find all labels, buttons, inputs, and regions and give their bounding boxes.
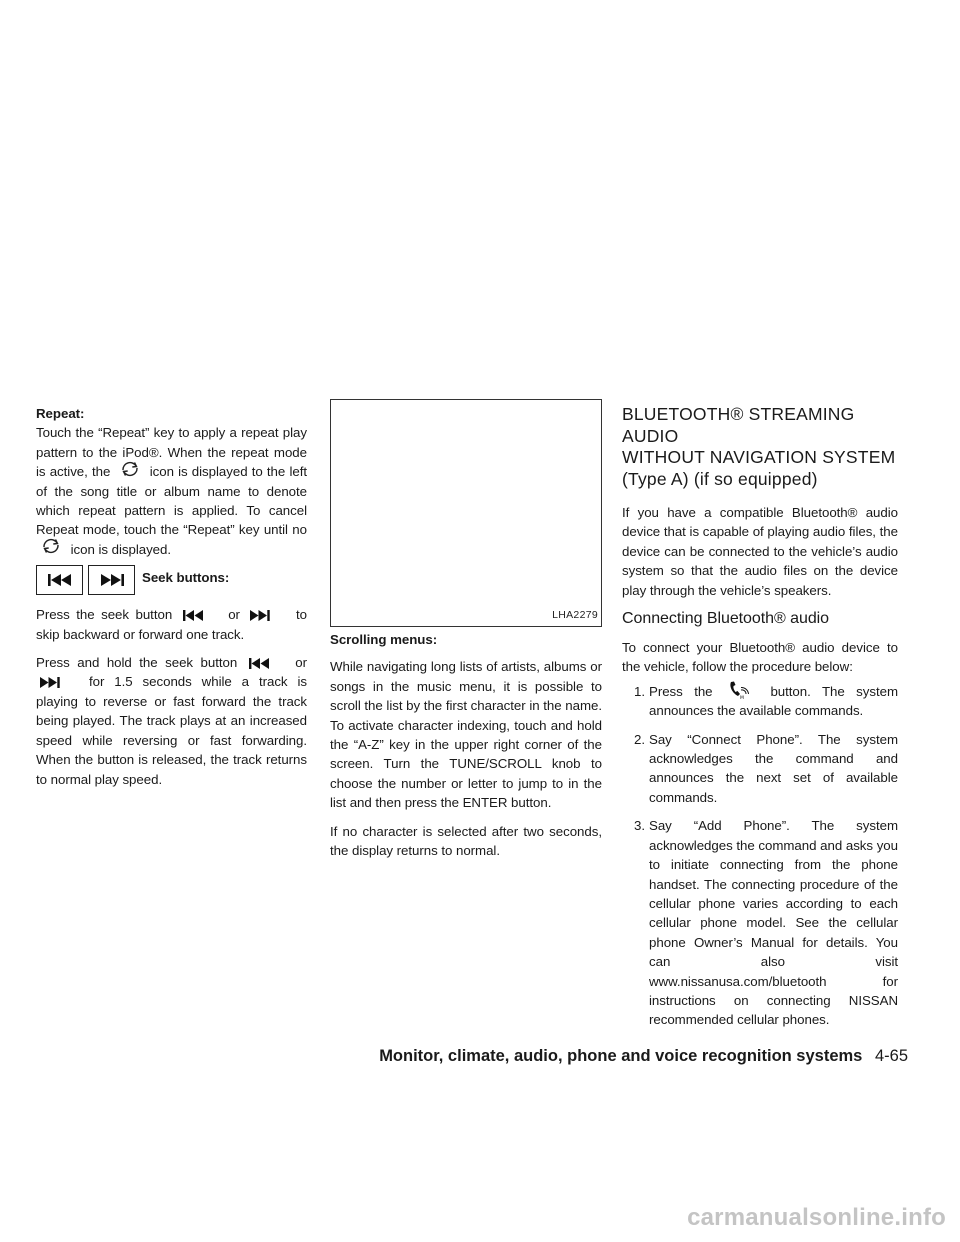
seek-text-1a: Press the seek button <box>36 607 173 623</box>
repeat-icon <box>38 535 64 557</box>
skip-forward-icon <box>98 573 126 587</box>
scrolling-heading: Scrolling menus: <box>330 632 438 647</box>
section-title-line-3: (Type A) (if so equipped) <box>622 468 818 489</box>
skip-back-icon <box>181 609 219 623</box>
seek-text-1b: to skip backward or forward one track. <box>36 607 307 642</box>
section-title-line-1: BLUETOOTH® STREAMING AUDIO <box>622 404 855 446</box>
step-1-post: button. The system announces the available commands. <box>649 683 898 719</box>
skip-forward-icon <box>38 676 76 690</box>
left-column <box>36 404 307 798</box>
repeat-text-1: Touch the “Repeat” key to apply a repeat play pattern to the iPod®. When the repeat mode is active, the <box>36 425 307 480</box>
skip-back-icon <box>46 573 74 587</box>
talk-phone-icon <box>726 678 756 700</box>
step-number: 1. <box>634 683 645 699</box>
step-text <box>649 682 898 721</box>
page-footer <box>379 1047 908 1066</box>
seek-or-2: or <box>295 655 307 671</box>
seek-or-1: or <box>228 607 240 623</box>
step-item <box>622 730 898 808</box>
seek-heading: Seek buttons: <box>142 569 230 585</box>
steps-list <box>622 682 898 1030</box>
skip-back-icon <box>247 657 285 671</box>
step-item <box>622 682 898 721</box>
step-text: Say “Connect Phone”. The system acknowledges the command and announces the next set of available commands. <box>649 731 898 805</box>
skip-forward-icon <box>248 609 286 623</box>
step-text: Say “Add Phone”. The system acknowledges the command and asks you to initiate connecting from the phone handset. The connecting procedure of the cellular phone varies according to each cellular phone model. See the cellular phone Owner’s Manual for details. You can also visit www.nissanusa.com/bluetooth for instructions on connecting NISSAN recommended cellular phones. <box>649 818 898 1028</box>
watermark: carmanualsonline.info <box>687 1204 946 1231</box>
footer-title: Monitor, climate, audio, phone and voice recognition systems <box>379 1047 863 1065</box>
scrolling-paragraph-1: While navigating long lists of artists, albums or songs in the music menu, it is possible to scroll the list by the first character in the name. To activate character indexing, touch and hold the “A-Z” key in the upper right corner of the screen. Turn the TUNE/SCROLL knob to choose the number or letter to jump to in the list and then press the ENTER button. <box>330 659 602 811</box>
right-column <box>622 404 898 1039</box>
seek-paragraph-2 <box>36 653 307 789</box>
scrolling-paragraph-2: If no character is selected after two seconds, the display returns to normal. <box>330 823 602 859</box>
repeat-heading: Repeat: <box>36 406 85 421</box>
seek-buttons-row <box>36 565 307 595</box>
step-item <box>622 816 898 1029</box>
repeat-text-2: icon is displayed to the left of the song title or album name to denote which repeat pattern is applied. To cancel Repeat mode, touch the “Repeat” key until no <box>36 464 307 538</box>
step-number: 3. <box>634 818 645 834</box>
seek-text-2a: Press and hold the seek button <box>36 655 238 671</box>
middle-column <box>330 404 602 869</box>
repeat-text-3: icon is displayed. <box>70 541 172 557</box>
figure-label: LHA2279 <box>552 608 598 621</box>
svg-text:M: M <box>739 696 744 701</box>
repeat-paragraph <box>36 404 307 559</box>
seek-forward-button <box>88 565 135 595</box>
section-title-line-2: WITHOUT NAVIGATION SYSTEM <box>622 447 896 467</box>
repeat-icon <box>117 458 143 480</box>
step-1-pre: Press the <box>649 683 713 699</box>
section-title <box>622 404 898 490</box>
connecting-intro: To connect your Bluetooth® audio device to the vehicle, follow the procedure below: <box>622 640 898 675</box>
page-number: 4-65 <box>874 1047 908 1065</box>
figure-placeholder <box>330 399 602 627</box>
step-number: 2. <box>634 731 645 747</box>
seek-back-button <box>36 565 83 595</box>
seek-paragraph-1 <box>36 605 307 644</box>
connecting-heading: Connecting Bluetooth® audio <box>622 610 830 628</box>
intro-paragraph: If you have a compatible Bluetooth® audio device that is capable of playing audio files, the device can be connected to the vehicle’s audio system so that the audio files on the device play through the vehicle’s speakers. <box>622 505 898 598</box>
seek-text-2b: for 1.5 seconds while a track is playing to reverse or fast forward the track being played. The track plays at an increased speed while reversing or fast forwarding. When the button is released, the track returns to normal play speed. <box>36 674 307 787</box>
